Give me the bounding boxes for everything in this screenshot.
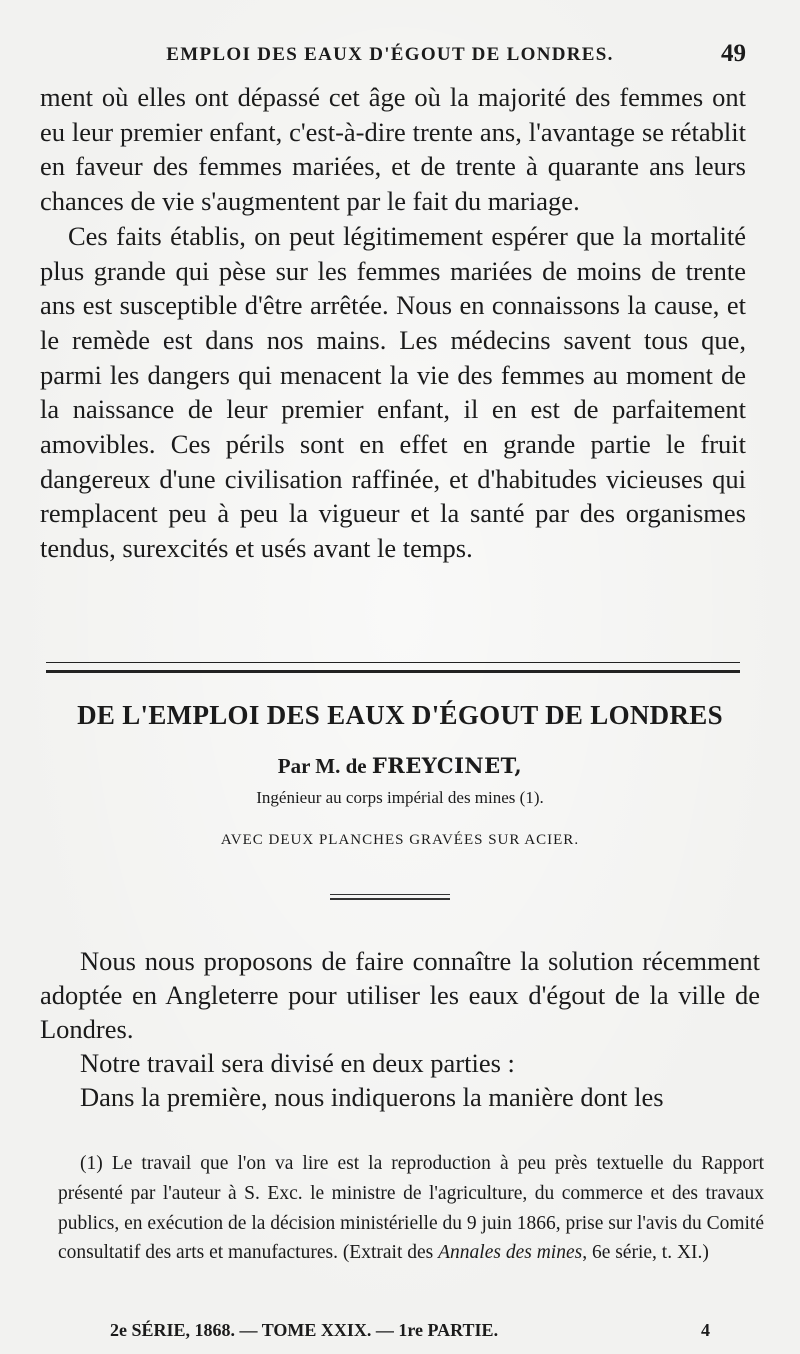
previous-article-text — [40, 80, 746, 566]
article-title: DE L'EMPLOI DES EAUX D'ÉGOUT DE LONDRES — [77, 700, 723, 730]
footnote-text-end: , 6e série, t. XI.) — [582, 1242, 709, 1264]
paragraph: Nous nous proposons de faire connaître la solution récemment adoptée en Angleterre pour utiliser les eaux d'égout de la ville de Londres. — [40, 946, 760, 1044]
journal-title: Annales des mines — [438, 1242, 583, 1264]
series-info: 2e SÉRIE, 1868. — TOME XXIX. — 1re PARTIE. — [110, 1320, 499, 1340]
page-header — [40, 40, 746, 80]
byline-prefix: Par M. de — [277, 754, 372, 778]
author-affiliation: Ingénieur au corps impérial des mines (1). — [256, 788, 544, 807]
paragraph: Dans la première, nous indiquerons la manière dont les — [80, 1082, 664, 1112]
paragraph: Ces faits établis, on peut légitimement espérer que la mortalité plus grande qui pèse sur les femmes mariées de moins de trente ans est susceptible d'être arrêtée. Nous en connaissons la cause, et le remède est dans nos mains. Les médecins savent tous que, parmi les dangers qui menacent la vie des femmes au moment de la naissance de leur premier enfant, il en est de parfaitement amovibles. Ces périls sont en effet en grande partie le fruit dangereux d'une civilisation raffinée, et d'habitudes vicieuses qui remplacent peu à peu la vigueur et la santé par des organismes tendus, surexcités et usés avant le temps. — [40, 220, 746, 564]
footnote — [58, 1149, 764, 1268]
author-name: FREYCINET, — [371, 753, 523, 778]
paragraph: ment où elles ont dépassé cet âge où la majorité des femmes ont eu leur premier enfant, c'est-à-dire trente ans, l'avantage se rétablit en faveur des femmes mariées, et de trente à quarante ans leurs chances de vie s'augmentent par le fait du mariage. — [40, 82, 746, 217]
title-divider — [330, 894, 450, 900]
page-number: 49 — [721, 40, 746, 67]
printer-signature — [110, 1320, 710, 1341]
footnote-marker: (1) — [80, 1153, 103, 1174]
signature-number: 4 — [701, 1320, 710, 1340]
running-title: EMPLOI DES EAUX D'ÉGOUT DE LONDRES. — [166, 44, 614, 65]
article-text — [40, 944, 760, 1114]
plates-note: AVEC DEUX PLANCHES GRAVÉES SUR ACIER. — [220, 832, 580, 848]
section-divider — [46, 662, 740, 673]
footnote-text: Le travail que l'on va lire est la reproduction à peu près textuelle du Rapport présenté par l'auteur à S. Exc. le ministre de l'agriculture, du commerce et des travaux publics, en exécution de la décision ministérielle du 9 juin 1866, prise sur l'avis du Comité consultatif des arts et manufactures. (Extrait des — [58, 1153, 764, 1264]
paragraph: Notre travail sera divisé en deux parties : — [80, 1048, 515, 1078]
byline — [40, 753, 760, 779]
